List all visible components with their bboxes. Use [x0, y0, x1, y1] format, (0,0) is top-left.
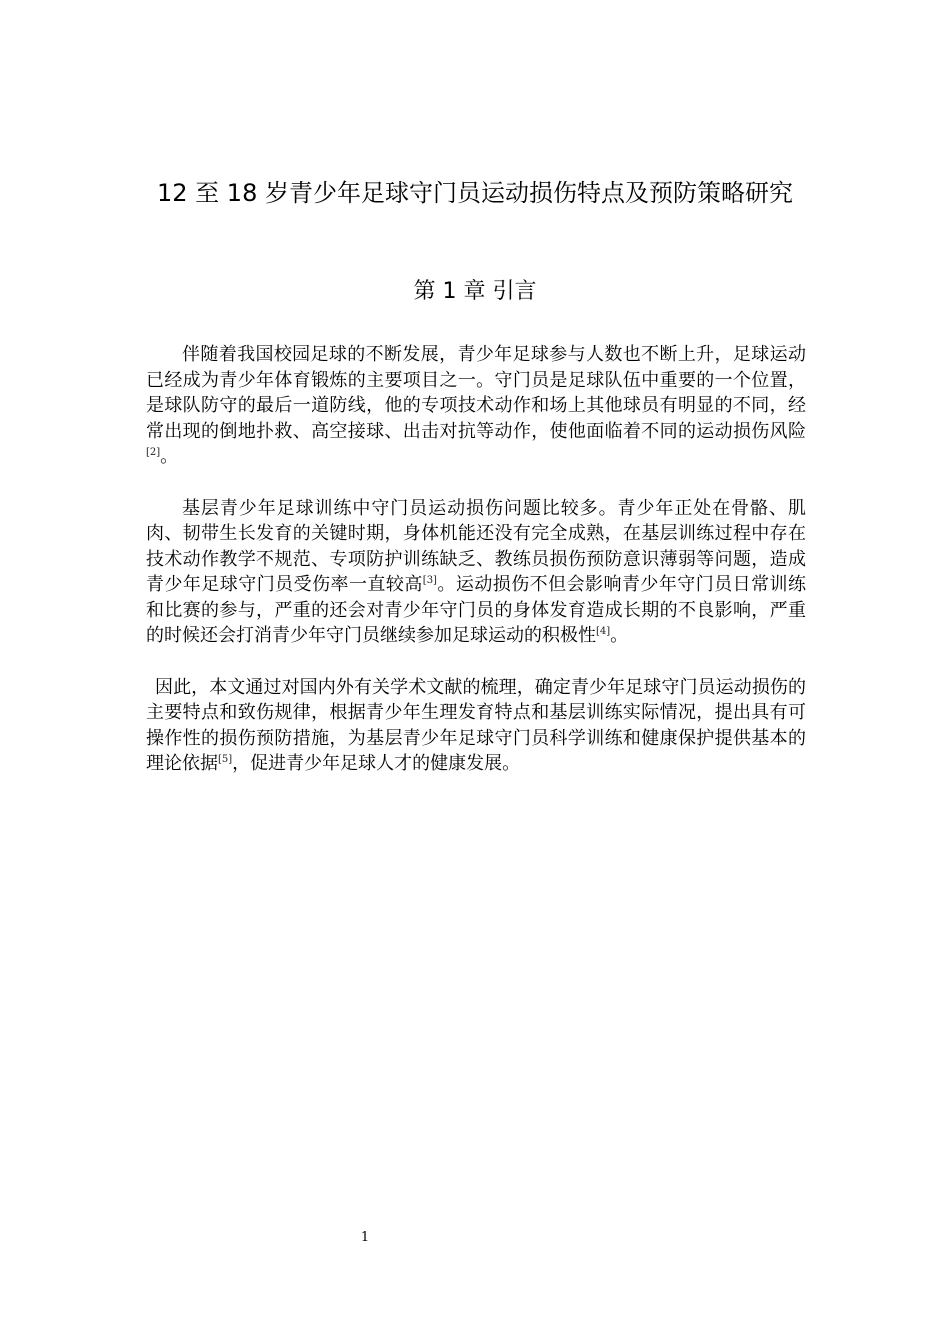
- paragraph-text: 伴随着我国校园足球的不断发展，青少年足球参与人数也不断上升，足球运动已经成为青少年体育锻炼的主要项目之一。守门员是足球队伍中重要的一个位置，是球队防守的最后一道防线，他的专项技术动作和场上其他球员有明显的不同，经常出现的倒地扑救、高空接球、出击对抗等动作，使他面临着不同的运动损伤风险: [146, 344, 806, 442]
- citation-ref[interactable]: [5]: [218, 754, 233, 765]
- paragraph-text: 。: [610, 625, 629, 646]
- document-body: [146, 342, 806, 803]
- paragraph-text: ，促进青少年足球人才的健康发展。: [232, 753, 521, 774]
- paragraph-text: 。运动损伤不但会影响青少年守门员日常训练和比赛的参与，严重的还会对青少年守门员的身体发育造成长期的不良影响，严重的时候还会打消青少年守门员继续参加足球运动的积极性: [146, 574, 807, 646]
- paragraph-2: [146, 496, 806, 649]
- paragraph-1: [146, 342, 806, 470]
- paragraph-text: 基层青少年足球训练中守门员运动损伤问题比较多。青少年正处在骨骼、肌肉、韧带生长发育的关键时期，身体机能还没有完全成熟，在基层训练过程中存在技术动作教学不规范、专项防护训练缺乏、教练员损伤预防意识薄弱等问题，造成青少年足球守门员受伤率一直较高: [146, 497, 806, 595]
- document-title: 12 至 18 岁青少年足球守门员运动损伤特点及预防策略研究: [157, 179, 793, 207]
- citation-ref[interactable]: [3]: [422, 575, 437, 586]
- paragraph-3: [146, 675, 806, 777]
- page-number: 1: [360, 1230, 370, 1245]
- citation-ref[interactable]: [4]: [596, 626, 611, 637]
- paragraph-text: 因此，本文通过对国内外有关学术文献的梳理，确定青少年足球守门员运动损伤的主要特点和致伤规律，根据青少年生理发育特点和基层训练实际情况，提出具有可操作性的损伤预防措施，为基层青少年足球守门员科学训练和健康保护提供基本的理论依据: [146, 676, 806, 774]
- chapter-heading: 第 1 章 引言: [413, 279, 537, 304]
- paragraph-text: 。: [160, 446, 179, 467]
- citation-ref[interactable]: [2]: [146, 447, 161, 458]
